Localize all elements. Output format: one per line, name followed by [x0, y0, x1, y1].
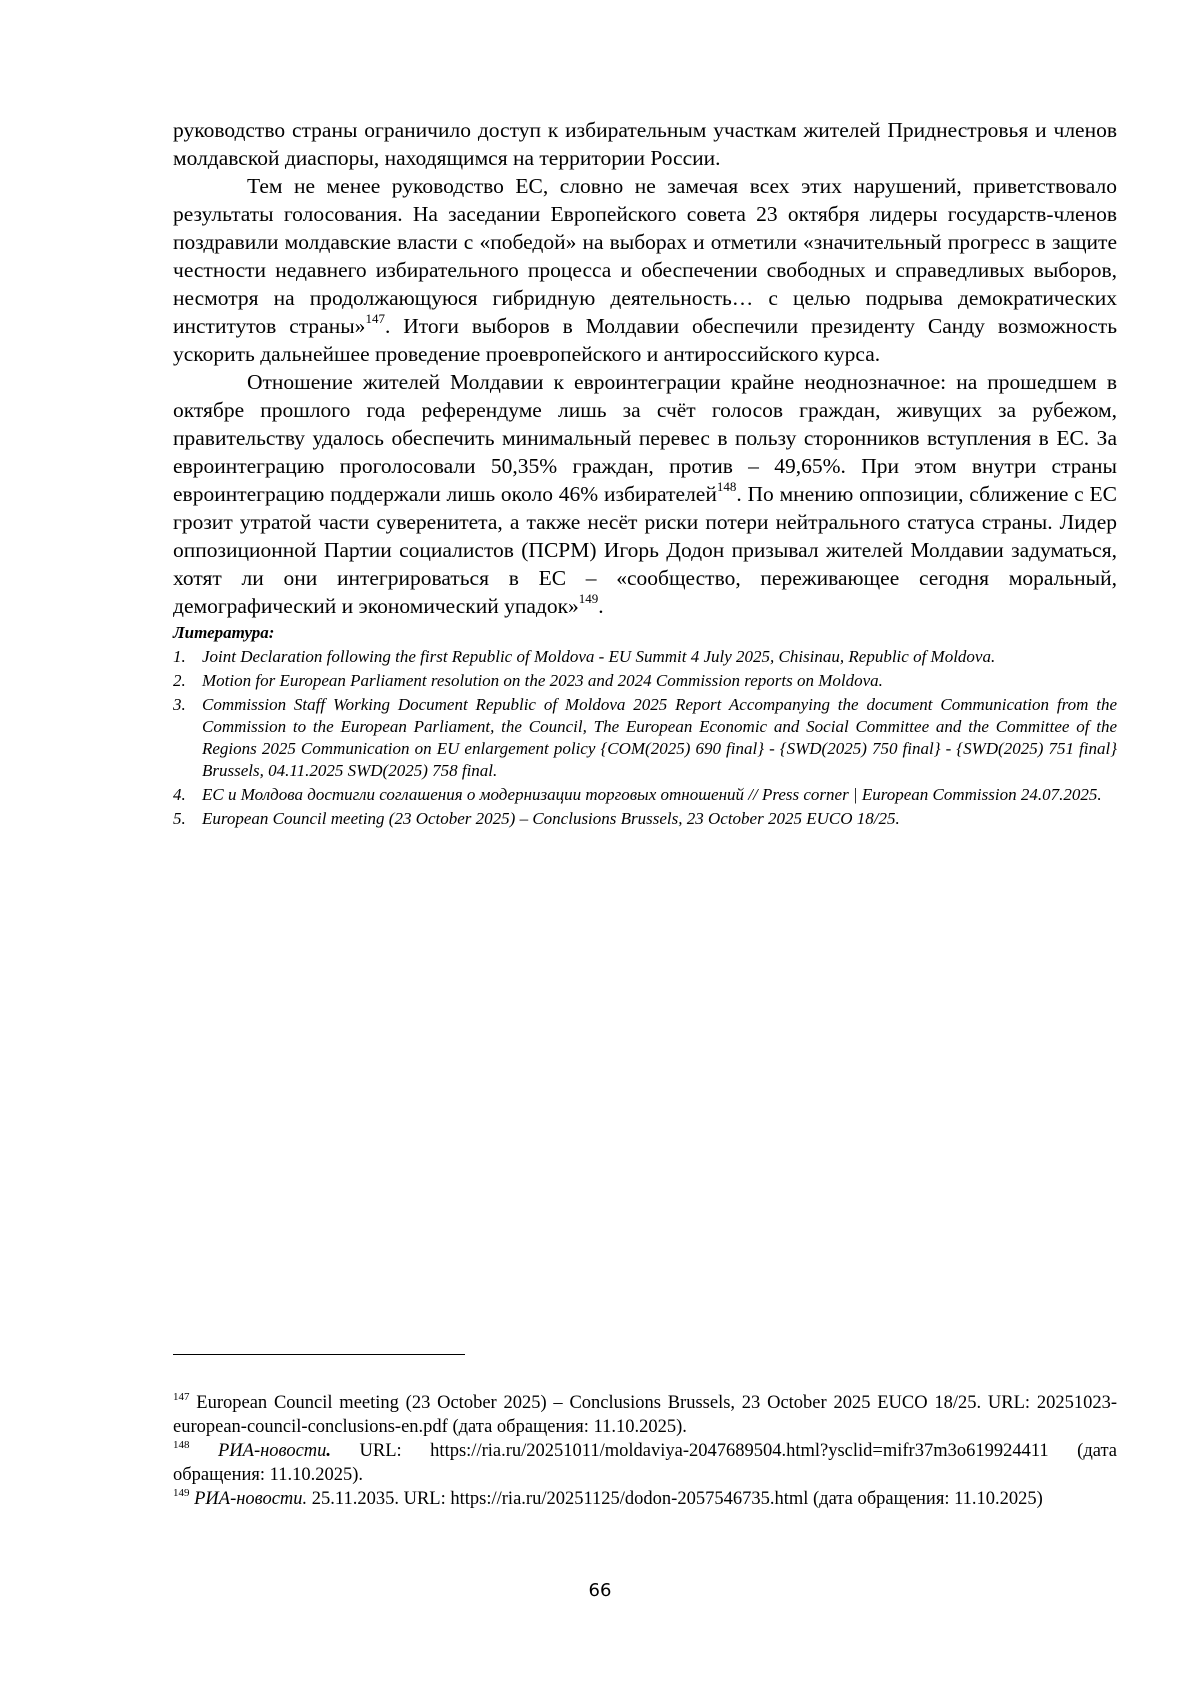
footnote-147	[173, 1391, 1117, 1439]
footnote-source: РИА-новости	[218, 1441, 327, 1461]
footnote-149	[173, 1487, 1117, 1511]
paragraph-2-text: Тем не менее руководство ЕС, словно не замечая всех этих нарушений, приветствовало результаты голосования. На заседании Европейского совета 23 октября лидеры государств-членов поздравили молдавские власти с «победой» на выборах и отметили «значительный прогресс в защите честности недавнего избирательного процесса и обеспечении свободных и справедливых выборов, несмотря на продолжающуюся гибридную деятельность… с целью подрыва демократических институтов страны»	[173, 174, 1117, 338]
paragraph-3-text: Отношение жителей Молдавии к евроинтеграции крайне неоднозначное: на прошедшем в октябре прошлого года референдуме лишь за счёт голосов граждан, живущих за рубежом, правительству удалось обеспечить минимальный перевес в пользу сторонников вступления в ЕС. За евроинтеграцию проголосовали 50,35% граждан, против – 49,65%. При этом внутри страны евроинтеграцию поддержали лишь около 46% избирателей	[173, 370, 1117, 506]
literature-item	[173, 808, 1117, 830]
literature-item	[173, 646, 1117, 668]
footnote-ref-149[interactable]: 149	[578, 591, 599, 606]
literature-item-number: 4.	[173, 785, 186, 804]
footnote-text: European Council meeting (23 October 2025) – Conclusions Brussels, 23 October 2025 EUCO 18/25. URL: 20251023-european-council-conclusions-en.pdf (дата обращения: 11.10.2025).	[173, 1393, 1117, 1437]
footnote-source: РИА-новости.	[194, 1489, 308, 1509]
footnote-ref-147[interactable]: 147	[365, 311, 385, 326]
literature-list	[173, 646, 1117, 830]
literature-item	[173, 694, 1117, 782]
paragraph-1: руководство страны ограничило доступ к избирательным участкам жителей Приднестровья и членов молдавской диаспоры, находящимся на территории России.	[173, 118, 1117, 170]
footnotes	[173, 1391, 1117, 1511]
main-text	[173, 116, 1117, 832]
footnote-text: URL: https://ria.ru/20251011/moldaviya-2047689504.html?ysclid=mifr37m3o619924411 (дата обращения: 11.10.2025).	[173, 1441, 1117, 1485]
literature-item-text: Motion for European Parliament resolution on the 2023 and 2024 Commission reports on Moldova.	[202, 671, 883, 690]
paragraph-2	[173, 172, 1117, 368]
paragraph-3-end: .	[598, 594, 604, 618]
literature-item	[173, 670, 1117, 692]
literature-item-number: 3.	[173, 695, 186, 714]
paragraph-2-tail: . Итоги выборов в Молдавии обеспечили президенту Санду возможность ускорить дальнейшее проведение проевропейского и антироссийского курса.	[173, 314, 1117, 366]
footnote-source-dot: .	[326, 1441, 332, 1461]
literature-item-number: 2.	[173, 671, 186, 690]
literature-heading: Литература:	[173, 623, 275, 642]
footnote-number: 149	[173, 1487, 190, 1499]
footnote-number: 147	[173, 1391, 190, 1403]
literature-item-text: Commission Staff Working Document Republic of Moldova 2025 Report Accompanying the document Communication from the Commission to the European Parliament, the Council, The European Economic and Social Committee and the Committee of the Regions 2025 Communication on EU enlargement policy {COM(2025) 690 final} - {SWD(2025) 750 final} - {SWD(2025) 751 final} Brussels, 04.11.2025 SWD(2025) 758 final.	[202, 695, 1117, 780]
literature-item-text: European Council meeting (23 October 2025) – Conclusions Brussels, 23 October 2025 EUCO 18/25.	[202, 809, 900, 828]
literature-item-number: 1.	[173, 647, 186, 666]
paragraph-3	[173, 368, 1117, 620]
footnote-number: 148	[173, 1439, 190, 1451]
page-number: 66	[588, 1580, 612, 1601]
literature-item-text: Joint Declaration following the first Republic of Moldova - EU Summit 4 July 2025, Chisinau, Republic of Moldova.	[202, 647, 996, 666]
literature-item	[173, 784, 1117, 806]
footnote-text: 25.11.2035. URL: https://ria.ru/20251125/dodon-2057546735.html (дата обращения: 11.10.2025)	[307, 1489, 1043, 1509]
footnote-ref-148[interactable]: 148	[716, 479, 737, 494]
footnote-separator	[173, 1354, 465, 1355]
literature-item-text: ЕС и Молдова достигли соглашения о модернизации торговых отношений // Press corner | European Commission 24.07.2025.	[202, 785, 1102, 804]
literature-item-number: 5.	[173, 809, 186, 828]
footnote-148	[173, 1439, 1117, 1487]
paragraph-3-tail: . По мнению оппозиции, сближение с ЕС грозит утратой части суверенитета, а также несёт риски потери нейтрального статуса страны. Лидер оппозиционной Партии социалистов (ПСРМ) Игорь Додон призывал жителей Молдавии задуматься, хотят ли они интегрироваться в ЕС – «сообщество, переживающее сегодня моральный, демографический и экономический упадок»	[173, 482, 1117, 618]
